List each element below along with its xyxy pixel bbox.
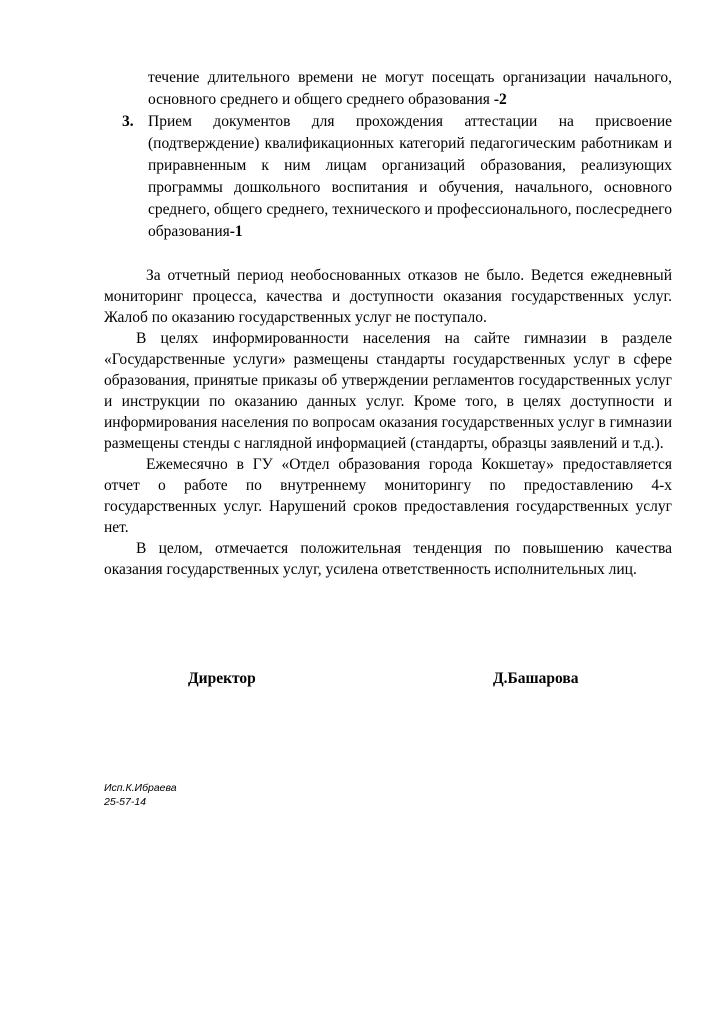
list-item-number: 3. — [122, 113, 134, 130]
executor-footer — [104, 781, 177, 809]
executor-name: Исп.К.Ибраева — [104, 782, 177, 794]
list-item-text: течение длительного времени не могут посещать организации начального, основного среднего и общего среднего образования -2 — [148, 69, 672, 108]
list-item — [104, 111, 672, 243]
list-item-text: Прием документов для прохождения аттестации на присвоение (подтверждение) квалификационных категорий педагогическим работникам и приравненным к ним лицам организаций образования, реализующих программы дошкольного воспитания и обучения, начального, основного среднего, общего среднего, технического и профессионального, послесреднего образования-1 — [148, 113, 672, 240]
signature-block — [0, 670, 724, 694]
numbered-list — [104, 67, 672, 243]
list-item-count: -1 — [229, 223, 243, 240]
signatory-name: Д.Башарова — [493, 670, 579, 687]
signatory-title: Директор — [188, 670, 256, 687]
paragraph: В целом, отмечается положительная тенденция по повышению качества оказания государственных услуг, усилена ответственность исполнительных лиц. — [104, 540, 672, 578]
paragraph: Ежемесячно в ГУ «Отдел образования города Кокшетау» предоставляется отчет о работе по внутреннему мониторингу по предоставлению 4-х государственных услуг. Нарушений сроков предоставления государственных услуг нет. — [104, 456, 672, 536]
paragraph: За отчетный период необоснованных отказов не было. Ведется ежедневный мониторинг процесса, качества и доступности оказания государственных услуг. Жалоб по оказанию государственных услуг не поступало. — [104, 267, 672, 326]
executor-phone: 25-57-14 — [104, 796, 147, 808]
list-item-count: -2 — [489, 91, 507, 108]
list-item — [104, 67, 672, 111]
paragraph: В целях информированности населения на сайте гимназии в разделе «Государственные услуги» размещены стандарты государственных услуг в сфере образования, принятые приказы об утверждении регламентов государственных услуг и инструкции по оказанию данных услуг. Кроме того, в целях доступности и информирования населения по вопросам оказания государственных услуг в гимназии размещены стенды с наглядной информацией (стандарты, образцы заявлений и т.д.). — [104, 330, 672, 452]
body-text — [104, 265, 672, 580]
